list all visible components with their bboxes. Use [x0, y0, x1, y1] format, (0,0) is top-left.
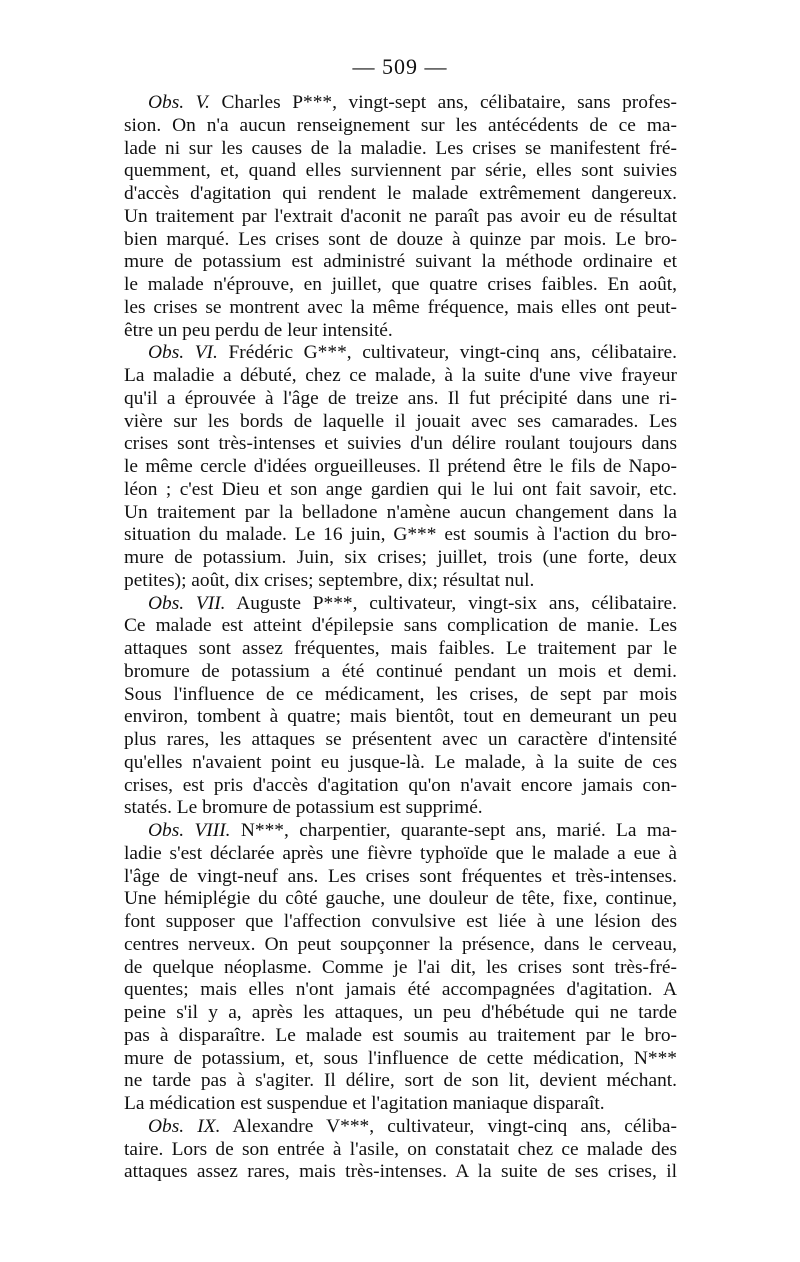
- line-text: environ, tombent à quatre; mais bientôt, tout en demeurant un peu: [124, 706, 677, 728]
- text-line: [124, 206, 677, 229]
- line-text: plus rares, les attaques se présentent avec un caractère d'intensité: [124, 729, 677, 750]
- line-text: Un traitement par la belladone n'amène aucun changement dans la: [124, 501, 677, 523]
- observation-heading: Obs. IX.: [148, 1115, 221, 1137]
- line-text: crises sont très-intenses et suivies d'un délire roulant toujours dans: [124, 433, 677, 455]
- text-line: [124, 251, 677, 274]
- observation-heading: Obs. VII.: [148, 592, 226, 614]
- line-text: lade ni sur les causes de la maladie. Les crises se manifestent fré-: [124, 137, 677, 159]
- text-line: [124, 1048, 677, 1071]
- line-text: quentes; mais elles n'ont jamais été accompagnées d'agitation. A: [124, 979, 677, 1001]
- page-number: — 509 —: [352, 54, 448, 79]
- text-line: [124, 388, 677, 411]
- line-text: attaques sont assez fréquentes, mais faibles. Le traitement par le: [124, 638, 677, 659]
- text-line: [124, 1161, 677, 1184]
- line-text: être un peu perdu de leur intensité.: [124, 319, 393, 341]
- line-text: qu'elles n'avaient point eu jusque-là. Le malade, à la suite de ces: [124, 751, 677, 773]
- line-text: peine s'il y a, après les attaques, un peu d'hébétude qui ne tarde: [124, 1002, 677, 1023]
- observation-heading: Obs. VI.: [148, 342, 218, 364]
- line-text: ne tarde pas à s'agiter. Il délire, sort de son lit, devient méchant.: [124, 1070, 677, 1092]
- line-text: La médication est suspendue et l'agitation maniaque disparaît.: [124, 1093, 605, 1114]
- text-line: [124, 775, 677, 798]
- text-line: [124, 706, 677, 729]
- line-text: statés. Le bromure de potassium est supprimé.: [124, 797, 483, 819]
- line-text: situation du malade. Le 16 juin, G*** est soumis à l'action du bro-: [124, 524, 677, 546]
- text-line: [124, 888, 677, 911]
- text-line: [124, 342, 677, 365]
- text-line: [124, 115, 677, 138]
- line-text: bromure de potassium a été continué pendant un mois et demi.: [124, 660, 677, 682]
- line-text: l'âge de vingt-neuf ans. Les crises sont fréquentes et très-intenses.: [124, 865, 677, 887]
- line-text: Une hémiplégie du côté gauche, une douleur de tête, fixe, continue,: [124, 888, 677, 910]
- line-text: de quelque néoplasme. Comme je l'ai dit, les crises sont très-fré-: [124, 956, 677, 978]
- text-line: [124, 1116, 677, 1139]
- line-text: léon ; c'est Dieu et son ange gardien qui le lui ont fait savoir, etc.: [124, 478, 677, 500]
- line-text: N***, charpentier, quarante-sept ans, marié. La ma-: [230, 820, 677, 841]
- line-text: sion. On n'a aucun renseignement sur les antécédents de ce ma-: [124, 114, 677, 136]
- text-line: [124, 1093, 677, 1116]
- text-line: [124, 274, 677, 297]
- text-line: [124, 615, 677, 638]
- line-text: bien marqué. Les crises sont de douze à quinze par mois. Le bro-: [124, 228, 677, 250]
- text-line: [124, 661, 677, 684]
- line-text: taire. Lors de son entrée à l'asile, on constatait chez ce malade des: [124, 1138, 677, 1160]
- text-line: [124, 570, 677, 593]
- line-text: mure de potassium est administré suivant la méthode ordinaire et: [124, 251, 677, 273]
- text-line: [124, 1002, 677, 1025]
- line-text: crises, est pris d'accès d'agitation qu'on n'avait encore jamais con-: [124, 774, 677, 796]
- line-text: le même cercle d'idées orgueilleuses. Il prétend être le fils de Napo-: [124, 456, 677, 477]
- text-line: [124, 138, 677, 161]
- line-text: Frédéric G***, cultivateur, vingt-cinq ans, célibataire.: [217, 342, 677, 364]
- line-text: Charles P***, vingt-sept ans, célibataire, sans profes-: [209, 92, 677, 113]
- line-text: pas à disparaître. Le malade est soumis au traitement par le bro-: [124, 1024, 677, 1046]
- text-line: [124, 1139, 677, 1162]
- line-text: Un traitement par l'extrait d'aconit ne paraît pas avoir eu de résultat: [124, 205, 677, 227]
- line-text: ladie s'est déclarée après une fièvre typhoïde que le malade a eue à: [124, 842, 677, 864]
- text-line: [124, 638, 677, 661]
- text-line: [124, 752, 677, 775]
- line-text: Sous l'influence de ce médicament, les crises, de sept par mois: [124, 683, 677, 705]
- text-line: [124, 593, 677, 616]
- text-line: [124, 934, 677, 957]
- text-line: [124, 365, 677, 388]
- line-text: attaques assez rares, mais très-intenses. A la suite de ses crises, il: [124, 1161, 677, 1183]
- text-line: [124, 1070, 677, 1093]
- line-text: qu'il a éprouvée à l'âge de treize ans. Il fut précipité dans une ri-: [124, 387, 677, 409]
- line-text: font supposer que l'affection convulsive est liée à une lésion des: [124, 911, 677, 932]
- observation-heading: Obs. VIII.: [148, 820, 231, 841]
- text-line: [124, 843, 677, 866]
- text-line: [124, 547, 677, 570]
- text-line: [124, 957, 677, 980]
- body-text: [124, 92, 677, 1184]
- text-line: [124, 729, 677, 752]
- text-line: [124, 160, 677, 183]
- text-line: [124, 911, 677, 934]
- text-line: [124, 820, 677, 843]
- text-line: [124, 229, 677, 252]
- line-text: La maladie a débuté, chez ce malade, à la suite d'une vive frayeur: [124, 365, 677, 386]
- text-line: [124, 684, 677, 707]
- line-text: d'accès d'agitation qui rendent le malade extrêmement dangereux.: [124, 183, 677, 204]
- text-line: [124, 479, 677, 502]
- text-line: [124, 411, 677, 434]
- line-text: vière sur les bords de laquelle il jouait avec ses camarades. Les: [124, 410, 677, 432]
- text-line: [124, 979, 677, 1002]
- text-line: [124, 320, 677, 343]
- text-line: [124, 797, 677, 820]
- text-line: [124, 866, 677, 889]
- text-line: [124, 502, 677, 525]
- text-line: [124, 92, 677, 115]
- text-line: [124, 456, 677, 479]
- line-text: le malade n'éprouve, en juillet, que quatre crises faibles. En août,: [124, 274, 677, 295]
- line-text: Auguste P***, cultivateur, vingt-six ans, célibataire.: [225, 592, 677, 614]
- line-text: Ce malade est atteint d'épilepsie sans complication de manie. Les: [124, 615, 677, 637]
- text-line: [124, 433, 677, 456]
- text-line: [124, 524, 677, 547]
- text-line: [124, 297, 677, 320]
- observation-heading: Obs. V.: [148, 92, 210, 113]
- line-text: centres nerveux. On peut soupçonner la présence, dans le cerveau,: [124, 933, 677, 955]
- text-line: [124, 183, 677, 206]
- line-text: mure de potassium. Juin, six crises; juillet, trois (une forte, deux: [124, 547, 677, 568]
- text-line: [124, 1025, 677, 1048]
- line-text: mure de potassium, et, sous l'influence de cette médication, N***: [124, 1047, 677, 1069]
- line-text: Alexandre V***, cultivateur, vingt-cinq ans, céliba-: [220, 1115, 677, 1137]
- line-text: les crises se montrent avec la même fréquence, mais elles ont peut-: [124, 296, 677, 318]
- line-text: petites); août, dix crises; septembre, dix; résultat nul.: [124, 569, 535, 591]
- line-text: quemment, et, quand elles surviennent par série, elles sont suivies: [124, 160, 677, 182]
